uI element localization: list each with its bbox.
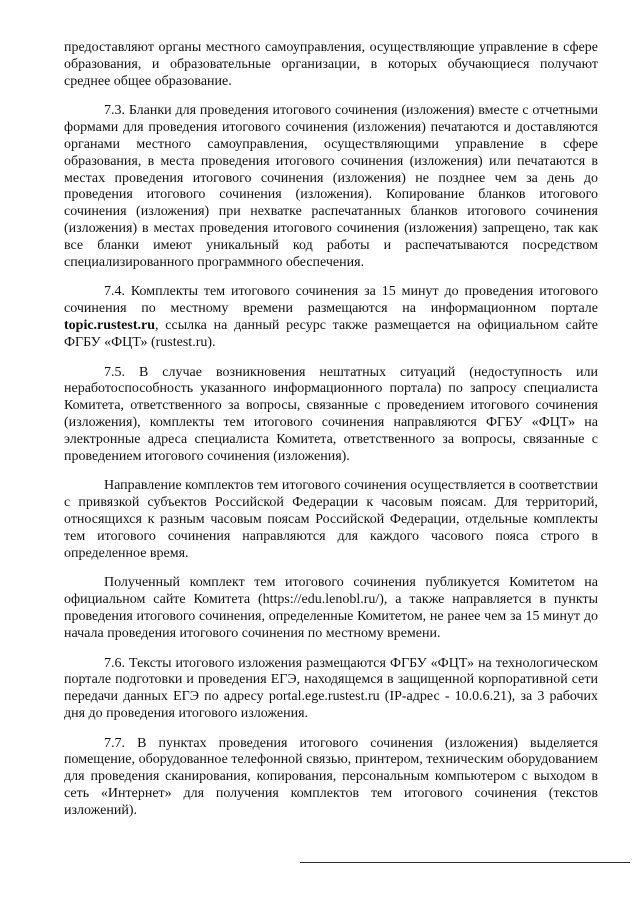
paragraph-7-3: 7.3. Бланки для проведения итогового сочинения (изложения) вместе с отчетными формами для проведения итогового сочинения (изложения) печатаются и доставляются органами местного самоуправления, осуществляющими управление в сфере образования, в места проведения итогового сочинения (изложения) или печатаются в местах проведения итогового сочинения (изложения) не позднее чем за день до проведения итогового сочинения (изложения). Копирование бланков итогового сочинения (изложения) при нехватке распечатанных бланков итогового сочинения (изложения) в местах проведения итогового сочинения (изложения) запрещено, так как все бланки имеют уникальный код работы и распечатываются посредством специализированного программного обеспечения.	[64, 103, 598, 270]
document-body	[64, 40, 598, 833]
paragraph-7-4	[64, 284, 598, 351]
paragraph-7-7: 7.7. В пунктах проведения итогового сочинения (изложения) выделяется помещение, оборудованное телефонной связью, принтером, техническим оборудованием для проведения сканирования, копирования, персональным компьютером с выходом в сеть «Интернет» для получения комплектов тем итогового сочинения (текстов изложений).	[64, 735, 598, 818]
paragraph-continuation: предоставляют органы местного самоуправления, осуществляющие управление в сфере образования, и образовательные организации, в которых обучающиеся получают среднее общее образование.	[64, 40, 598, 89]
paragraph-7-4-tail: , ссылка на данный ресурс также размещается на официальном сайте ФГБУ «ФЦТ» (rustest.ru).	[64, 317, 598, 350]
paragraph-timezones: Направление комплектов тем итогового сочинения осуществляется в соответствии с привязкой субъектов Российской Федерации к часовым поясам. Для территорий, относящихся к разным часовым поясам Российской Федерации, отдельные комплекты тем итогового сочинения направляются для каждого часового пояса строго в определенное время.	[64, 478, 598, 561]
paragraph-7-4-lead: 7.4. Комплекты тем итогового сочинения за 15 минут до проведения итогового сочинения по местному времени размещаются на информационном портале	[64, 284, 598, 317]
paragraph-publication: Полученный комплект тем итогового сочинения публикуется Комитетом на официальном сайте Комитета (https://edu.lenobl.ru/), а также направляется в пункты проведения итогового сочинения, определенные Комитетом, не ранее чем за 15 минут до начала проведения итогового сочинения по местному времени.	[64, 575, 598, 641]
paragraph-7-6: 7.6. Тексты итогового изложения размещаются ФГБУ «ФЦТ» на технологическом портале подготовки и проведения ЕГЭ, находящемся в защищенной корпоративной сети передачи данных ЕГЭ по адресу portal.ege.rustest.ru (IP-адрес - 10.0.6.21), за 3 рабочих дня до проведения итогового изложения.	[64, 655, 598, 721]
portal-link-text: topic.rustest.ru	[64, 317, 155, 333]
scan-edge-line	[300, 862, 630, 863]
paragraph-7-5: 7.5. В случае возникновения нештатных ситуаций (недоступность или неработоспособность указанного информационного портала) по запросу специалиста Комитета, ответственного за вопросы, связанные с проведением итогового сочинения (изложения), комплекты тем итогового сочинения направляются ФГБУ «ФЦТ» на электронные адреса специалиста Комитета, ответственного за вопросы, связанные с проведением итогового сочинения (изложения).	[64, 364, 598, 464]
